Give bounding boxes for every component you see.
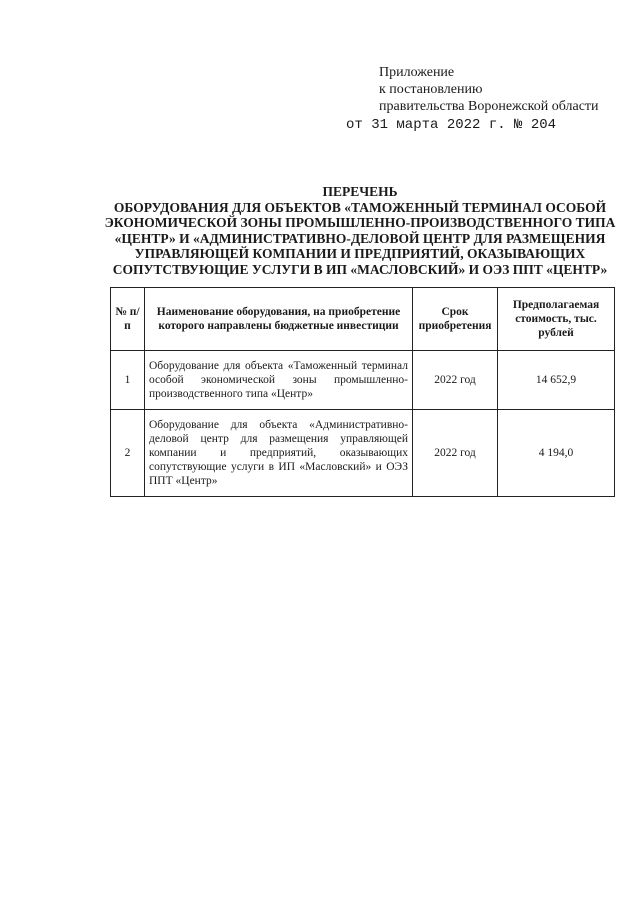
heading-line-5: СОПУТСТВУЮЩИЕ УСЛУГИ В ИП «МАСЛОВСКИЙ» И ОЭЗ ППТ «ЦЕНТР» (112, 261, 608, 277)
row-name: Оборудование для объекта «Административно-деловой центр для размещения управляющей компании и предприятий, оказывающих сопутствующие услуги в ИП «Масловский» и ОЭЗ ППТ «Центр» (145, 410, 413, 497)
heading-line-2: ЭКОНОМИЧЕСКОЙ ЗОНЫ ПРОМЫШЛЕННО-ПРОИЗВОДСТВЕННОГО ТИПА (104, 215, 616, 230)
heading-title: ПЕРЕЧЕНЬ (322, 184, 398, 199)
heading-line-3: «ЦЕНТР» И «АДМИНИСТРАТИВНО-ДЕЛОВОЙ ЦЕНТР ДЛЯ РАЗМЕЩЕНИЯ (114, 230, 606, 246)
heading-line-4: УПРАВЛЯЮЩЕЙ КОМПАНИИ И ПРЕДПРИЯТИЙ, ОКАЗЫВАЮЩИХ (134, 246, 586, 261)
row-term: 2022 год (413, 351, 498, 410)
document-heading (100, 184, 620, 277)
row-term: 2022 год (413, 410, 498, 497)
heading-line-1: ОБОРУДОВАНИЯ ДЛЯ ОБЪЕКТОВ «ТАМОЖЕННЫЙ ТЕРМИНАЛ ОСОБОЙ (113, 199, 607, 215)
header-name: Наименование оборудования, на приобретение которого направлены бюджетные инвестиции (145, 288, 413, 351)
row-name: Оборудование для объекта «Таможенный терминал особой экономической зоны промышленно-производственного типа «Центр» (145, 351, 413, 410)
header-num: № п/п (111, 288, 145, 351)
row-num: 1 (111, 351, 145, 410)
row-cost: 14 652,9 (498, 351, 615, 410)
appendix-line-1: Приложение (379, 65, 455, 80)
row-num: 2 (111, 410, 145, 497)
table-row (111, 410, 615, 497)
row-cost: 4 194,0 (498, 410, 615, 497)
table-header-row (111, 288, 615, 351)
appendix-line-2: к постановлению (379, 82, 483, 97)
table-row (111, 351, 615, 410)
resolution-date: от 31 марта 2022 г. № 204 (346, 117, 557, 133)
equipment-table (110, 287, 615, 497)
header-cost: Предполагаемая стоимость, тыс. рублей (498, 288, 615, 351)
header-term: Срок приобретения (413, 288, 498, 351)
appendix-line-3: правительства Воронежской области (379, 99, 599, 114)
appendix-block (379, 64, 634, 115)
